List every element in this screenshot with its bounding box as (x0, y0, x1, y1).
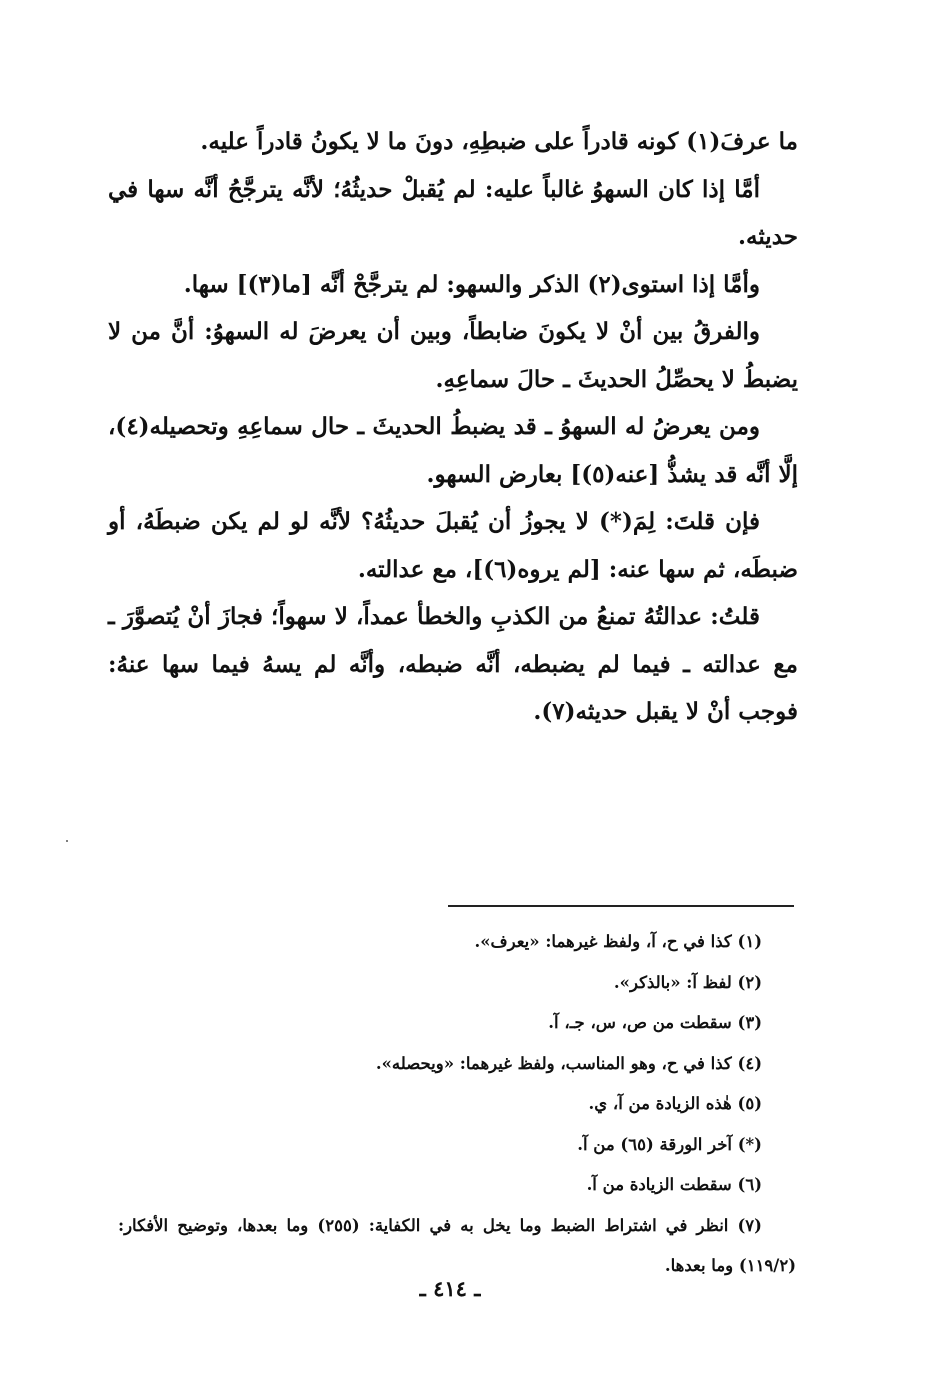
footnote: (٣) سقطت من ص، س، جـ، آ. (548, 1013, 762, 1032)
footnote: (٧) انظر في اشتراط الضبط وما يخل به في الكفاية: (٢٥٥) وما بعدها، وتوضيح الأفكار: (١١٩/٢) وما بعدها. (118, 1215, 796, 1275)
paragraph-continuation: ما عرفَ(١) كونه قادراً على ضبطِهِ، دونَ ما لا يكونُ قادراً عليه. (200, 128, 798, 155)
footnote-separator (448, 905, 794, 907)
paragraph: أمَّا إذا كان السهوُ غالباً عليه: لم يُقبلْ حديثُهُ؛ لأنَّه يترجَّحُ أنَّه سها في حديثه. (108, 175, 798, 250)
footnote: (١) كذا في ح، آ، ولفظ غيرهما: «يعرف». (474, 932, 762, 951)
footnote: (*) آخر الورقة (٦٥) من آ. (577, 1134, 762, 1154)
footnote: (٤) كذا في ح، وهو المناسب، ولفظ غيرهما: «ويحصله». (375, 1053, 762, 1073)
paragraph: والفرقُ بين أنْ لا يكونَ ضابطاً، وبين أن يعرضَ له السهوُ: أنَّ من لا يضبطُ لا يحصِّلُ الحديثَ ـ حالَ سماعِهِ. (108, 318, 798, 393)
main-text (108, 118, 798, 736)
footnote: (٦) سقطت الزيادة من آ. (586, 1175, 762, 1194)
paragraph: ومن يعرضُ له السهوُ ـ قد يضبطُ الحديثَ ـ حال سماعِهِ وتحصيله(٤)، إلَّا أنَّه قد يشذُّ [عنه(٥)] بعارض السهو. (108, 413, 798, 488)
paragraph: وأمَّا إذا استوى(٢) الذكر والسهو: لم يترجَّحْ أنَّه [ما(٣)] سها. (183, 270, 760, 298)
footnote: (٢) لفظ آ: «بالذكر». (613, 972, 762, 992)
paragraph: قلتُ: عدالتُهُ تمنعُ من الكذبِ والخطأ عمداً، لا سهواً؛ فجازَ أنْ يُتصوَّرَ ـ مع عدالته ـ فيما لم يضبطه، أنَّه ضبطه، وأنَّه لم يسهُ فيما سها عنهُ: فوجب أنْ لا يقبل حديثه(٧). (108, 603, 798, 725)
page-number: ـ ٤١٤ ـ (419, 1276, 481, 1301)
print-speck (66, 840, 68, 842)
footnote: (٥) هٰذه الزيادة من آ، ي. (588, 1094, 762, 1113)
paragraph: فإن قلتَ: لِمَ(*) لا يجوزُ أن يُقبلَ حديثُهُ؟ لأنَّه لو لم يكن ضبطَهُ، أو ضبطَه، ثم سها عنه: [لم يروه(٦)]، مع عدالته. (108, 508, 798, 583)
footnotes (118, 922, 796, 1287)
